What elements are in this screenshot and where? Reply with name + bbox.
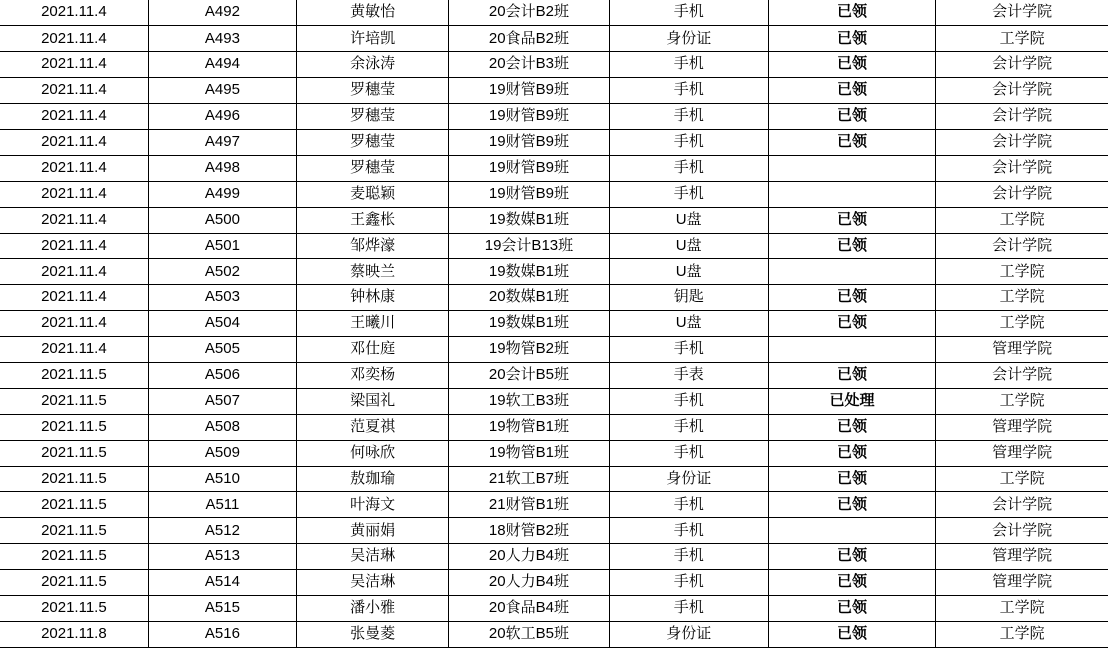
cell-item: 手机 — [609, 129, 768, 155]
cell-name: 何咏欣 — [297, 440, 449, 466]
cell-dept: 会计学院 — [936, 129, 1108, 155]
cell-item: 手机 — [609, 388, 768, 414]
cell-item: 手机 — [609, 414, 768, 440]
cell-id: A515 — [148, 595, 296, 621]
cell-class: 20会计B3班 — [449, 52, 609, 78]
cell-id: A497 — [148, 129, 296, 155]
table-row — [0, 544, 1108, 570]
cell-dept: 工学院 — [936, 207, 1108, 233]
table-row — [0, 285, 1108, 311]
cell-date: 2021.11.5 — [0, 362, 148, 388]
cell-date: 2021.11.4 — [0, 155, 148, 181]
cell-item: 手机 — [609, 570, 768, 596]
cell-dept: 工学院 — [936, 311, 1108, 337]
cell-class: 21财管B1班 — [449, 492, 609, 518]
cell-name: 吴洁琳 — [297, 570, 449, 596]
cell-class: 20人力B4班 — [449, 544, 609, 570]
cell-class: 19数媒B1班 — [449, 311, 609, 337]
cell-item: 手机 — [609, 492, 768, 518]
cell-item: 身份证 — [609, 466, 768, 492]
cell-dept: 工学院 — [936, 26, 1108, 52]
cell-class: 20数媒B1班 — [449, 285, 609, 311]
cell-item: U盘 — [609, 259, 768, 285]
table-row — [0, 233, 1108, 259]
cell-date: 2021.11.4 — [0, 104, 148, 130]
table-row — [0, 104, 1108, 130]
cell-status — [768, 259, 935, 285]
cell-date: 2021.11.5 — [0, 544, 148, 570]
cell-id: A493 — [148, 26, 296, 52]
cell-name: 张曼菱 — [297, 621, 449, 647]
cell-name: 潘小雅 — [297, 595, 449, 621]
cell-name: 黄丽娟 — [297, 518, 449, 544]
cell-status: 已领 — [768, 414, 935, 440]
cell-name: 许培凯 — [297, 26, 449, 52]
cell-date: 2021.11.4 — [0, 181, 148, 207]
table-row — [0, 207, 1108, 233]
cell-item: U盘 — [609, 233, 768, 259]
cell-name: 麦聪颖 — [297, 181, 449, 207]
cell-name: 王鑫枨 — [297, 207, 449, 233]
cell-dept: 管理学院 — [936, 337, 1108, 363]
cell-status — [768, 181, 935, 207]
cell-date: 2021.11.5 — [0, 518, 148, 544]
cell-item: 手机 — [609, 595, 768, 621]
cell-date: 2021.11.5 — [0, 440, 148, 466]
cell-id: A516 — [148, 621, 296, 647]
cell-date: 2021.11.4 — [0, 233, 148, 259]
cell-class: 19财管B9班 — [449, 155, 609, 181]
cell-class: 19物管B1班 — [449, 414, 609, 440]
cell-status: 已领 — [768, 440, 935, 466]
cell-item: 手机 — [609, 78, 768, 104]
cell-date: 2021.11.4 — [0, 0, 148, 26]
cell-class: 20会计B2班 — [449, 0, 609, 26]
cell-status: 已领 — [768, 362, 935, 388]
cell-class: 19物管B2班 — [449, 337, 609, 363]
table-row — [0, 492, 1108, 518]
cell-class: 18财管B2班 — [449, 518, 609, 544]
table-row — [0, 621, 1108, 647]
cell-id: A510 — [148, 466, 296, 492]
cell-id: A509 — [148, 440, 296, 466]
cell-class: 19财管B9班 — [449, 181, 609, 207]
cell-status: 已领 — [768, 129, 935, 155]
cell-dept: 会计学院 — [936, 492, 1108, 518]
cell-date: 2021.11.5 — [0, 595, 148, 621]
cell-name: 罗穗莹 — [297, 78, 449, 104]
cell-dept: 会计学院 — [936, 181, 1108, 207]
table-row — [0, 595, 1108, 621]
table-row — [0, 0, 1108, 26]
cell-name: 范夏祺 — [297, 414, 449, 440]
cell-item: 身份证 — [609, 621, 768, 647]
cell-status: 已领 — [768, 492, 935, 518]
table-row — [0, 440, 1108, 466]
cell-date: 2021.11.4 — [0, 78, 148, 104]
cell-class: 21软工B7班 — [449, 466, 609, 492]
cell-item: 手机 — [609, 155, 768, 181]
cell-name: 邓奕杨 — [297, 362, 449, 388]
cell-date: 2021.11.4 — [0, 259, 148, 285]
cell-name: 钟林康 — [297, 285, 449, 311]
cell-item: 手机 — [609, 440, 768, 466]
cell-dept: 管理学院 — [936, 440, 1108, 466]
cell-name: 蔡映兰 — [297, 259, 449, 285]
cell-id: A500 — [148, 207, 296, 233]
cell-class: 19软工B3班 — [449, 388, 609, 414]
cell-date: 2021.11.8 — [0, 621, 148, 647]
cell-item: U盘 — [609, 311, 768, 337]
table-row — [0, 570, 1108, 596]
cell-status: 已处理 — [768, 388, 935, 414]
cell-id: A495 — [148, 78, 296, 104]
cell-class: 19财管B9班 — [449, 104, 609, 130]
cell-dept: 工学院 — [936, 259, 1108, 285]
cell-date: 2021.11.4 — [0, 26, 148, 52]
cell-date: 2021.11.5 — [0, 414, 148, 440]
cell-id: A505 — [148, 337, 296, 363]
cell-class: 20会计B5班 — [449, 362, 609, 388]
cell-status: 已领 — [768, 0, 935, 26]
cell-dept: 会计学院 — [936, 104, 1108, 130]
table-row — [0, 466, 1108, 492]
cell-item: 身份证 — [609, 26, 768, 52]
cell-item: 钥匙 — [609, 285, 768, 311]
cell-dept: 工学院 — [936, 466, 1108, 492]
cell-id: A504 — [148, 311, 296, 337]
cell-class: 19会计B13班 — [449, 233, 609, 259]
cell-status: 已领 — [768, 207, 935, 233]
cell-id: A511 — [148, 492, 296, 518]
cell-date: 2021.11.4 — [0, 337, 148, 363]
cell-status — [768, 155, 935, 181]
cell-date: 2021.11.5 — [0, 466, 148, 492]
cell-dept: 会计学院 — [936, 0, 1108, 26]
cell-name: 余泳涛 — [297, 52, 449, 78]
cell-id: A498 — [148, 155, 296, 181]
cell-date: 2021.11.4 — [0, 52, 148, 78]
cell-item: U盘 — [609, 207, 768, 233]
cell-dept: 会计学院 — [936, 78, 1108, 104]
cell-dept: 会计学院 — [936, 362, 1108, 388]
cell-name: 罗穗莹 — [297, 155, 449, 181]
cell-status: 已领 — [768, 104, 935, 130]
cell-id: A502 — [148, 259, 296, 285]
cell-class: 20软工B5班 — [449, 621, 609, 647]
cell-id: A499 — [148, 181, 296, 207]
cell-id: A501 — [148, 233, 296, 259]
cell-id: A496 — [148, 104, 296, 130]
cell-date: 2021.11.4 — [0, 207, 148, 233]
cell-name: 邓仕庭 — [297, 337, 449, 363]
cell-date: 2021.11.4 — [0, 129, 148, 155]
cell-id: A512 — [148, 518, 296, 544]
cell-name: 敖珈瑜 — [297, 466, 449, 492]
cell-id: A494 — [148, 52, 296, 78]
table-row — [0, 52, 1108, 78]
cell-class: 20人力B4班 — [449, 570, 609, 596]
cell-id: A514 — [148, 570, 296, 596]
cell-date: 2021.11.4 — [0, 285, 148, 311]
cell-id: A492 — [148, 0, 296, 26]
cell-date: 2021.11.5 — [0, 492, 148, 518]
cell-id: A508 — [148, 414, 296, 440]
cell-item: 手表 — [609, 362, 768, 388]
cell-status — [768, 337, 935, 363]
cell-status: 已领 — [768, 595, 935, 621]
cell-status: 已领 — [768, 26, 935, 52]
cell-class: 20食品B2班 — [449, 26, 609, 52]
cell-date: 2021.11.5 — [0, 388, 148, 414]
cell-status: 已领 — [768, 78, 935, 104]
cell-class: 19物管B1班 — [449, 440, 609, 466]
cell-dept: 管理学院 — [936, 570, 1108, 596]
cell-status: 已领 — [768, 570, 935, 596]
cell-dept: 会计学院 — [936, 518, 1108, 544]
table-row — [0, 181, 1108, 207]
table-row — [0, 388, 1108, 414]
cell-dept: 工学院 — [936, 388, 1108, 414]
cell-dept: 管理学院 — [936, 414, 1108, 440]
cell-dept: 工学院 — [936, 595, 1108, 621]
cell-item: 手机 — [609, 0, 768, 26]
cell-name: 梁国礼 — [297, 388, 449, 414]
table-row — [0, 414, 1108, 440]
table-row — [0, 26, 1108, 52]
cell-class: 20食品B4班 — [449, 595, 609, 621]
table-row — [0, 311, 1108, 337]
cell-item: 手机 — [609, 181, 768, 207]
table-row — [0, 155, 1108, 181]
table-row — [0, 518, 1108, 544]
cell-item: 手机 — [609, 337, 768, 363]
cell-name: 邹烨濠 — [297, 233, 449, 259]
cell-id: A513 — [148, 544, 296, 570]
cell-status: 已领 — [768, 233, 935, 259]
cell-date: 2021.11.4 — [0, 311, 148, 337]
cell-dept: 工学院 — [936, 285, 1108, 311]
cell-name: 罗穗莹 — [297, 104, 449, 130]
cell-dept: 会计学院 — [936, 233, 1108, 259]
cell-status: 已领 — [768, 311, 935, 337]
cell-item: 手机 — [609, 518, 768, 544]
cell-status: 已领 — [768, 621, 935, 647]
cell-status — [768, 518, 935, 544]
cell-dept: 会计学院 — [936, 52, 1108, 78]
cell-class: 19财管B9班 — [449, 78, 609, 104]
cell-class: 19财管B9班 — [449, 129, 609, 155]
cell-class: 19数媒B1班 — [449, 207, 609, 233]
cell-class: 19数媒B1班 — [449, 259, 609, 285]
cell-status: 已领 — [768, 466, 935, 492]
cell-dept: 会计学院 — [936, 155, 1108, 181]
cell-name: 罗穗莹 — [297, 129, 449, 155]
table-row — [0, 259, 1108, 285]
cell-name: 王曦川 — [297, 311, 449, 337]
cell-dept: 工学院 — [936, 621, 1108, 647]
cell-id: A507 — [148, 388, 296, 414]
cell-id: A503 — [148, 285, 296, 311]
table-row — [0, 129, 1108, 155]
cell-name: 叶海文 — [297, 492, 449, 518]
table-row — [0, 78, 1108, 104]
cell-id: A506 — [148, 362, 296, 388]
cell-status: 已领 — [768, 544, 935, 570]
cell-date: 2021.11.5 — [0, 570, 148, 596]
table-row — [0, 337, 1108, 363]
cell-dept: 管理学院 — [936, 544, 1108, 570]
cell-name: 黄敏怡 — [297, 0, 449, 26]
table-row — [0, 362, 1108, 388]
cell-name: 吴洁琳 — [297, 544, 449, 570]
cell-status: 已领 — [768, 52, 935, 78]
cell-item: 手机 — [609, 104, 768, 130]
cell-item: 手机 — [609, 544, 768, 570]
cell-item: 手机 — [609, 52, 768, 78]
cell-status: 已领 — [768, 285, 935, 311]
